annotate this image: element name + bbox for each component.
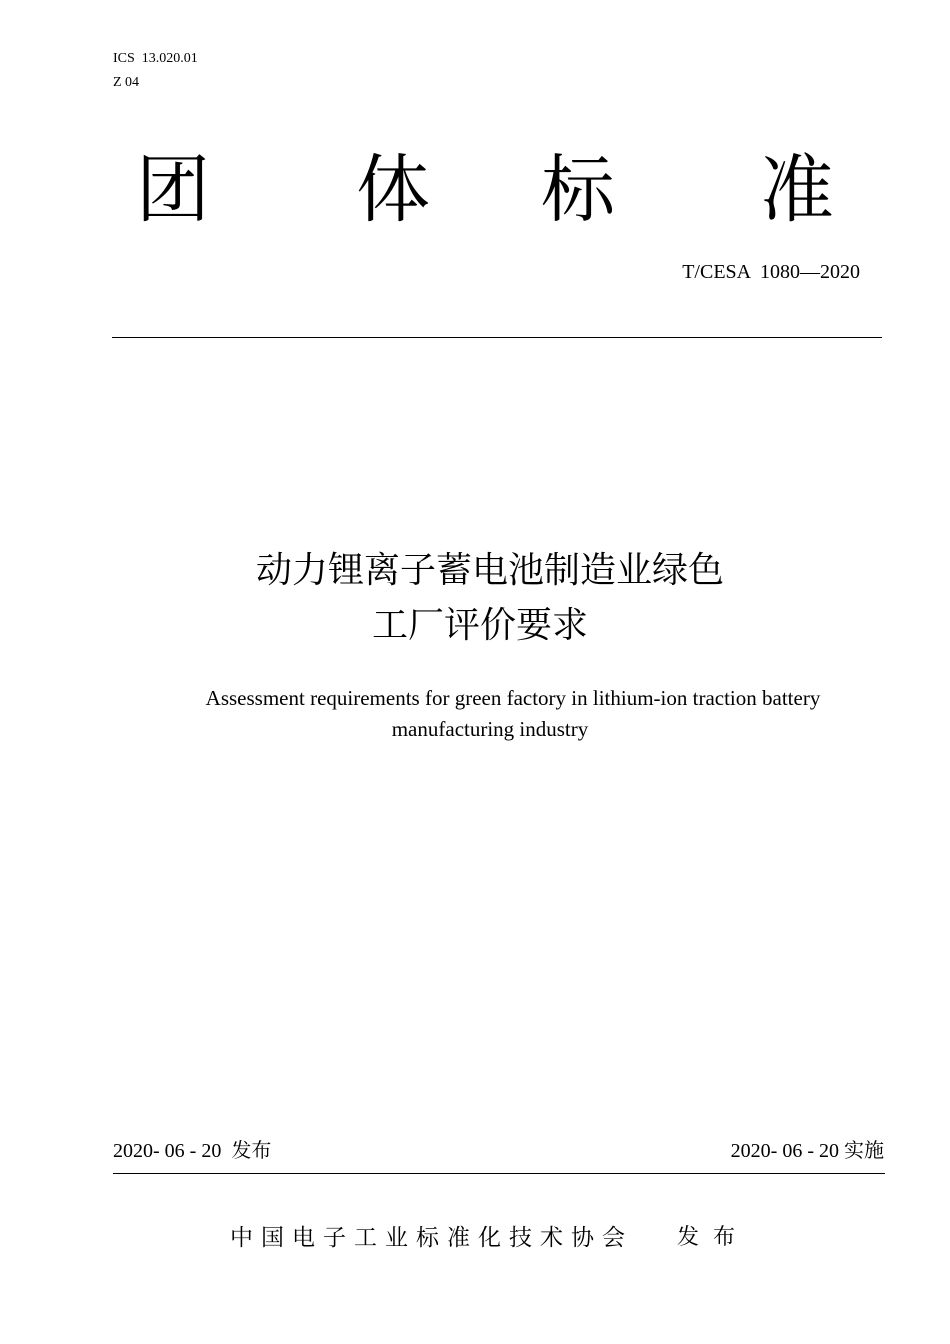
- bottom-divider: [113, 1173, 885, 1174]
- title-zh-line-2: 工厂评价要求: [371, 605, 588, 646]
- title-en-line-2: manufacturing industry: [391, 717, 589, 741]
- standard-number: T/CESA 1080—2020: [682, 261, 860, 283]
- title-en-line-1: Assessment requirements for green factory in lithium-ion traction battery: [205, 686, 821, 710]
- publisher-name: 中国电子工业标准化技术协会: [230, 1225, 633, 1251]
- standard-type-char-3: 标: [541, 147, 615, 233]
- issue-date: 2020- 06 - 20 发布: [113, 1140, 272, 1162]
- ics-code: ICS 13.020.01: [113, 51, 198, 66]
- standard-type-char-1: 团: [136, 147, 210, 233]
- standard-type-char-2: 体: [356, 147, 430, 233]
- publisher-suffix: 发布: [677, 1225, 750, 1250]
- classification-code: Z 04: [113, 75, 140, 90]
- implementation-date: 2020- 06 - 20 实施: [730, 1140, 884, 1162]
- standard-type-char-4: 准: [760, 147, 834, 233]
- top-divider: [112, 337, 882, 338]
- title-zh-line-1: 动力锂离子蓄电池制造业绿色: [255, 550, 724, 591]
